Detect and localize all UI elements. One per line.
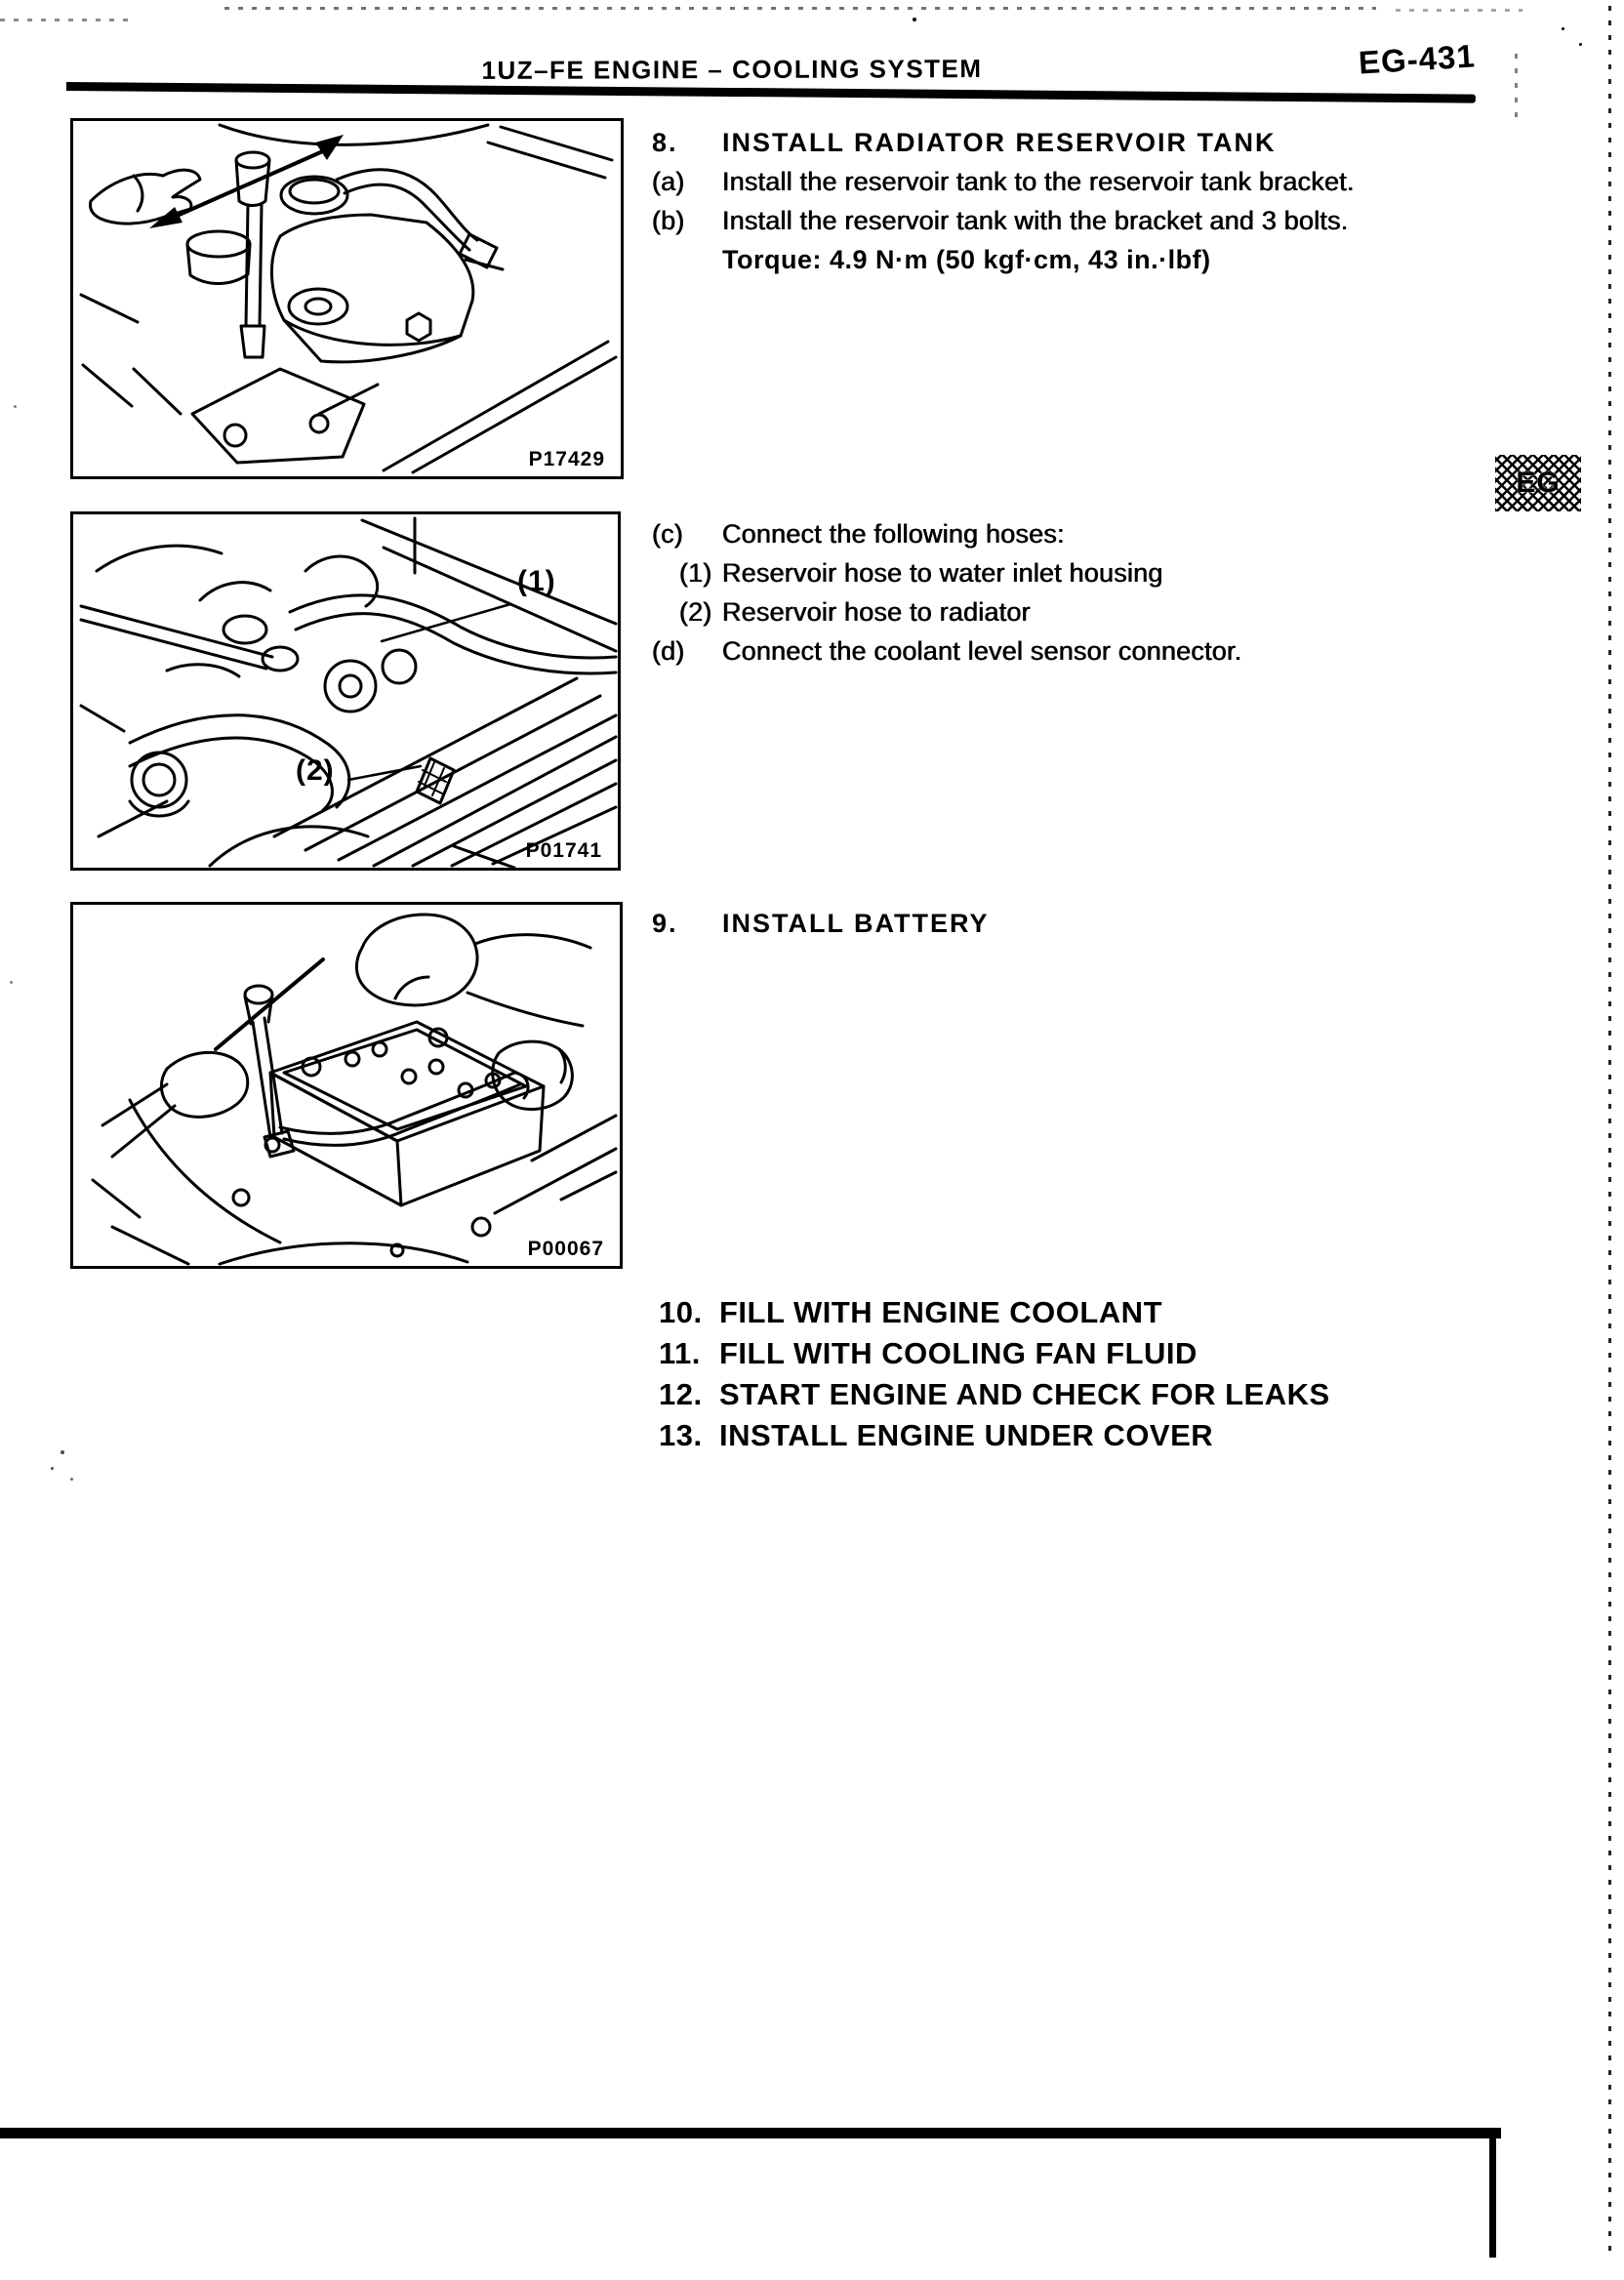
step-13 xyxy=(659,1415,1522,1456)
scan-noise-top xyxy=(224,7,1376,10)
figure-code: P17429 xyxy=(528,448,605,470)
figure-reservoir-hoses xyxy=(70,511,621,871)
scan-speck xyxy=(61,1450,64,1454)
scan-noise-top-left xyxy=(0,19,137,21)
figure-code: P00067 xyxy=(527,1238,604,1260)
step-13-number: 13. xyxy=(659,1418,703,1452)
step-9-title: INSTALL BATTERY xyxy=(722,909,990,938)
step-8b-text: Install the reservoir tank with the bracket and 3 bolts. xyxy=(722,206,1349,235)
step-8d-text: Connect the coolant level sensor connector. xyxy=(722,636,1242,666)
header-rule xyxy=(66,82,1476,103)
scan-dash-segment xyxy=(1515,54,1518,122)
step-12-title: START ENGINE AND CHECK FOR LEAKS xyxy=(719,1377,1330,1411)
step-8cd-block xyxy=(652,514,1516,671)
step-9-number: 9. xyxy=(652,909,678,938)
step-8b-label: (b) xyxy=(652,206,685,235)
step-8-number: 8. xyxy=(652,128,678,157)
scan-speck xyxy=(1562,27,1564,30)
step-8a-text: Install the reservoir tank to the reservoir tank bracket. xyxy=(722,167,1355,196)
scan-speck xyxy=(1579,43,1582,46)
figure-reservoir-tank-install xyxy=(70,118,624,479)
step-8c-label: (c) xyxy=(652,519,684,549)
step-8-block xyxy=(652,123,1516,279)
sub-2-text: Reservoir hose to radiator xyxy=(722,597,1031,627)
hose-callout-1: (1) xyxy=(517,565,556,597)
step-10 xyxy=(659,1292,1522,1333)
page-number: EG-431 xyxy=(1357,37,1477,81)
step-8a-label: (a) xyxy=(652,167,685,196)
section-tab-label: EG xyxy=(1516,467,1561,499)
step-8-heading xyxy=(652,123,1516,162)
hose-callout-2: (2) xyxy=(296,754,335,787)
torque-spec: Torque: 4.9 N·m (50 kgf·cm, 43 in.·lbf) xyxy=(722,245,1211,274)
scan-speck xyxy=(70,1478,73,1481)
scan-speck xyxy=(14,405,17,408)
final-steps-block xyxy=(659,1292,1522,1456)
step-8d-label: (d) xyxy=(652,636,685,666)
step-11-number: 11. xyxy=(659,1336,701,1370)
step-8c-text: Connect the following hoses: xyxy=(722,519,1065,549)
step-8-title: INSTALL RADIATOR RESERVOIR TANK xyxy=(722,128,1277,157)
sub-1-text: Reservoir hose to water inlet housing xyxy=(722,558,1163,588)
step-12 xyxy=(659,1374,1522,1415)
step-9-block xyxy=(652,904,1516,943)
scan-perforation-line xyxy=(1608,6,1611,2260)
step-8c-sub-1 xyxy=(652,553,1516,592)
sub-2-label: (2) xyxy=(679,597,712,627)
step-8c-sub-2 xyxy=(652,592,1516,631)
step-10-number: 10. xyxy=(659,1295,703,1329)
scan-speck xyxy=(10,981,13,984)
step-12-number: 12. xyxy=(659,1377,703,1411)
step-10-title: FILL WITH ENGINE COOLANT xyxy=(719,1295,1163,1329)
scan-speck xyxy=(51,1467,54,1470)
step-11 xyxy=(659,1333,1522,1374)
step-8d xyxy=(652,631,1516,671)
step-8b-torque xyxy=(652,240,1516,279)
scan-band-bottom xyxy=(0,2128,1501,2138)
step-9-heading xyxy=(652,904,1516,943)
section-tab-eg xyxy=(1495,455,1581,511)
figure-code: P01741 xyxy=(525,839,602,862)
step-13-title: INSTALL ENGINE UNDER COVER xyxy=(719,1418,1214,1452)
step-8c xyxy=(652,514,1516,553)
scan-noise-top-right xyxy=(1396,9,1522,12)
step-8b xyxy=(652,201,1516,240)
reservoir-tank-illustration xyxy=(73,121,621,476)
step-11-title: FILL WITH COOLING FAN FLUID xyxy=(719,1336,1198,1370)
battery-illustration xyxy=(73,905,620,1266)
figure-battery-install xyxy=(70,902,623,1269)
step-8a xyxy=(652,162,1516,201)
page-title: 1UZ–FE ENGINE – COOLING SYSTEM xyxy=(481,54,983,85)
sub-1-label: (1) xyxy=(679,558,712,588)
scan-line-bottom-right xyxy=(1489,2128,1496,2258)
scan-speck xyxy=(913,18,916,21)
